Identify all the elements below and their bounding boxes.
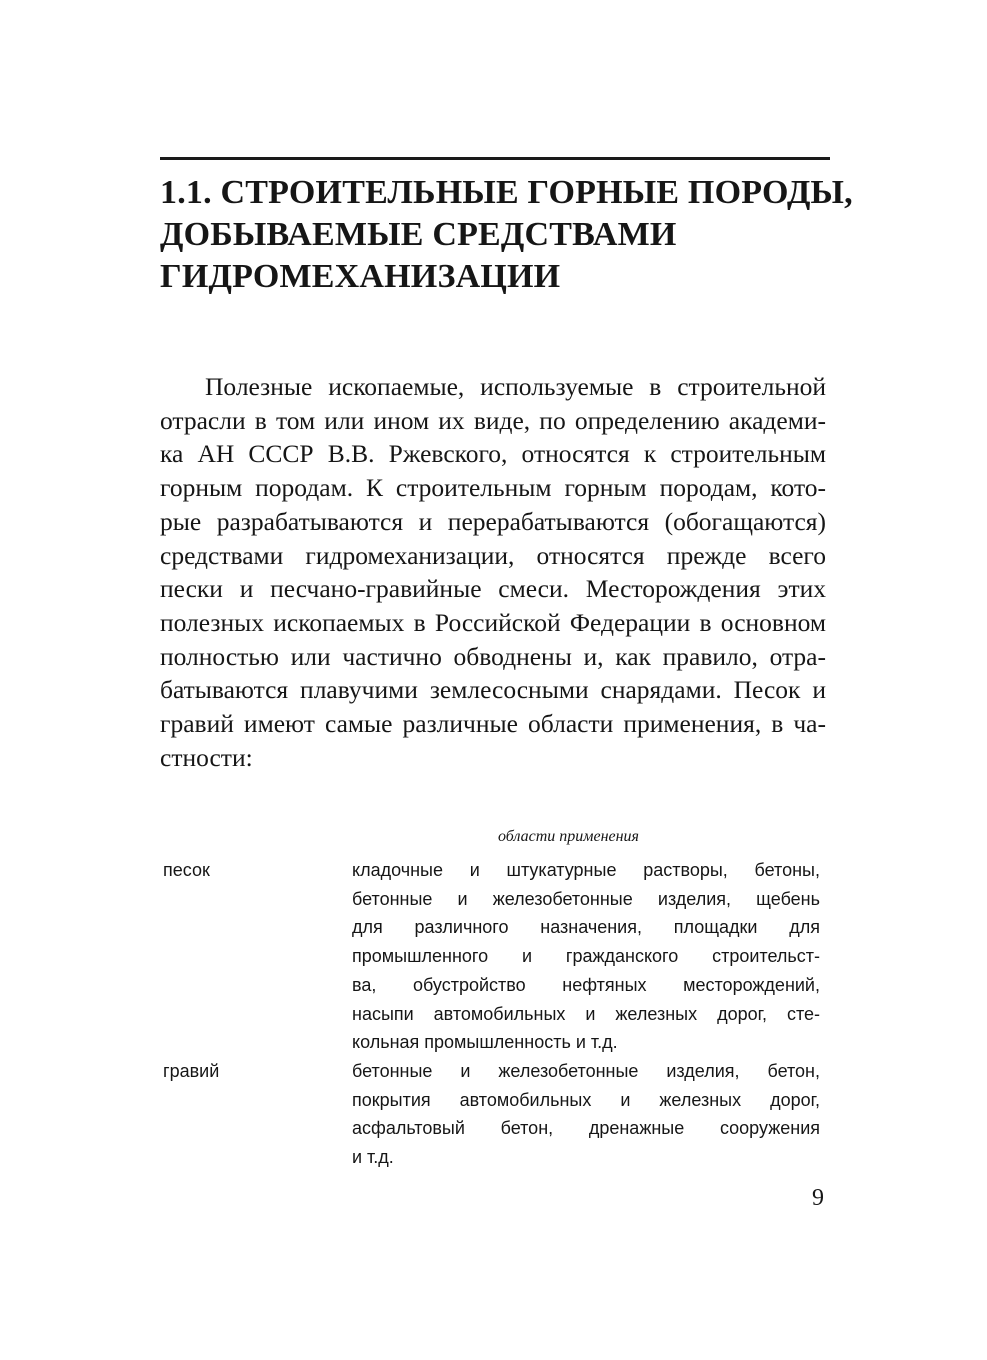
description-line: асфальтовый бетон, дренажные сооружения	[352, 1118, 820, 1139]
description-line: покрытия автомобильных и железных дорог,	[352, 1089, 820, 1110]
paragraph-line: рые разрабатываются и перерабатываются (обогащаются)	[160, 506, 826, 536]
description-line: и т.д.	[352, 1147, 394, 1168]
description-line: бетонные и железобетонные изделия, бетон,	[352, 1061, 820, 1081]
paragraph-line: Полезные ископаемые, используемые в строительной	[205, 372, 826, 401]
paragraph-line: полезных ископаемых в Российской Федерации в основном	[160, 607, 826, 637]
paragraph-line: гравий имеют самые различные области применения, в ча-	[160, 709, 826, 739]
description-line: для различного назначения, площадки для	[352, 917, 820, 938]
paragraph-line: средствами гидромеханизации, относятся прежде всего	[160, 540, 826, 570]
table-column-header: области применения	[498, 828, 639, 845]
body-paragraph	[160, 370, 826, 774]
row-description	[352, 856, 820, 1057]
description-line: промышленного и гражданского строительст-	[352, 946, 820, 967]
description-line: кольная промышленность и т.д.	[352, 1032, 618, 1053]
description-line: насыпи автомобильных и железных дорог, сте-	[352, 1003, 820, 1024]
heading-line: 1.1. СТРОИТЕЛЬНЫЕ ГОРНЫЕ ПОРОДЫ,	[160, 174, 853, 211]
description-line: ва, обустройство нефтяных месторождений,	[352, 974, 820, 995]
row-term: гравий	[163, 1061, 220, 1081]
paragraph-line: отрасли в том или ином их виде, по определению академи-	[160, 405, 826, 435]
paragraph-line: ка АН СССР В.В. Ржевского, относятся к строительным	[160, 439, 826, 469]
paragraph-line: батываются плавучими землесосными снарядами. Песок и	[160, 675, 826, 705]
description-line: бетонные и железобетонные изделия, щебень	[352, 888, 820, 909]
description-line: кладочные и штукатурные растворы, бетоны,	[352, 860, 820, 880]
heading-line: ДОБЫВАЕМЫЕ СРЕДСТВАМИ	[160, 216, 677, 253]
row-description	[352, 1057, 820, 1172]
heading-line: ГИДРОМЕХАНИЗАЦИИ	[160, 258, 561, 295]
heading-rule	[160, 157, 830, 160]
paragraph-line: стности:	[160, 742, 253, 772]
page-number: 9	[812, 1185, 824, 1211]
section-heading	[160, 172, 853, 298]
paragraph-line: полностью или частично обводнены и, как правило, отра-	[160, 641, 826, 671]
row-term: песок	[163, 860, 210, 880]
paragraph-line: пески и песчано-гравийные смеси. Месторождения этих	[160, 574, 826, 604]
paragraph-line: горным породам. К строительным горным породам, кото-	[160, 473, 826, 503]
